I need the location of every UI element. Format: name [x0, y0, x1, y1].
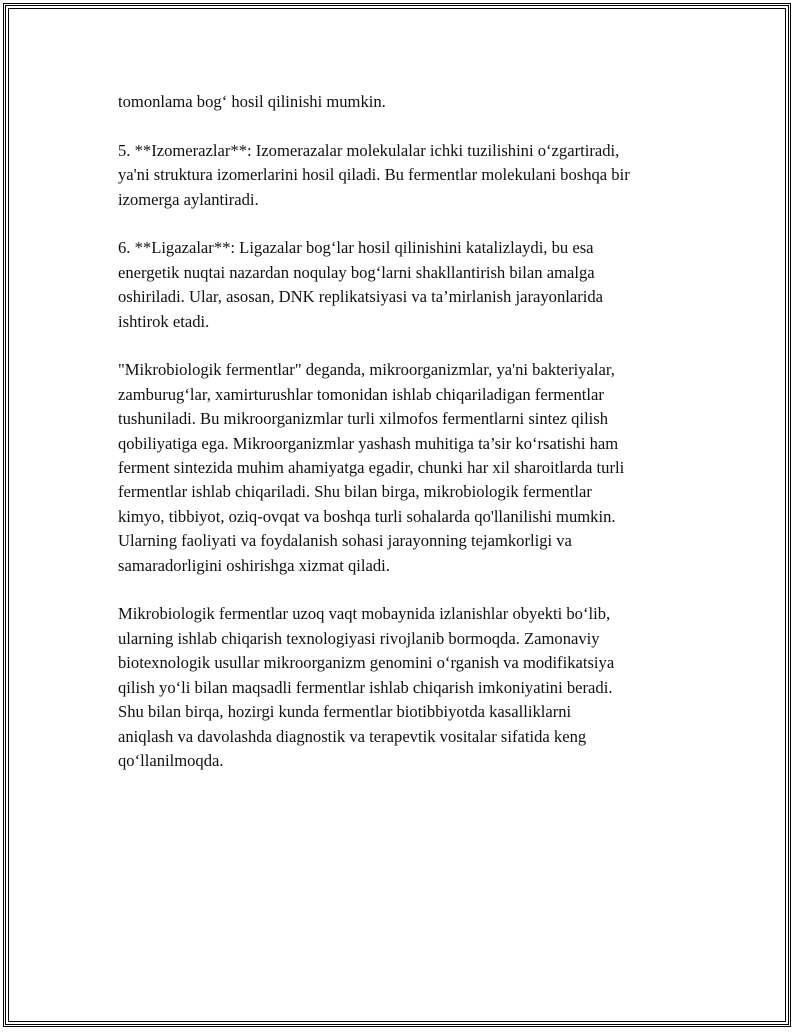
paragraph-isomerases: 5. **Izomerazlar**: Izomerazalar molekulalar ichki tuzilishini o‘zgartiradi, ya'ni struktura izomerlarini hosil qiladi. Bu fermentlar molekulani boshqa bir izomerga aylantiradi.: [118, 140, 630, 209]
paragraph-ligases: 6. **Ligazalar**: Ligazalar bog‘lar hosil qilinishini katalizlaydi, bu esa energetik nuqtai nazardan noqulay bog‘larni shakllantirish bilan amalga oshiriladi. Ular, asosan, DNK replikatsiyasi va ta’mirlanish jarayonlarida ishtirok etadi.: [118, 238, 604, 331]
document-body: [118, 90, 708, 798]
paragraph-enzyme-research: Mikrobiologik fermentlar uzoq vaqt mobaynida izlanishlar obyekti bo‘lib, ularning ishlab chiqarish texnologiyasi rivojlanib bormoqda. Zamonaviy biotexnologik usullar mikroorganizm genomini o‘rganish va modifikatsiya qilish yo‘li bilan maqsadli fermentlar ishlab chiqarish imkoniyatini beradi. Shu bilan birqa, hozirgi kunda fermentlar biotibbiyotda kasalliklarni aniqlash va davolashda diagnostik va terapevtik vositalar sifatida keng qo‘llanilmoqda.: [118, 604, 615, 770]
paragraph-microbiological-enzymes: "Mikrobiologik fermentlar" deganda, mikroorganizmlar, ya'ni bakteriyalar, zamburug‘lar, xamirturushlar tomonidan ishlab chiqariladigan fermentlar tushuniladi. Bu mikroorganizmlar turli xilmofos fermentlarni sintez qilish qobiliyatiga ega. Mikroorganizmlar yashash muhitiga ta’sir ko‘rsatishi ham ferment sintezida muhim ahamiyatga egadir, chunki har xil sharoitlarda turli fermentlar ishlab chiqariladi. Shu bilan birga, mikrobiologik fermentlar kimyo, tibbiyot, oziq-ovqat va boshqa turli sohalarda qo'llanilishi mumkin. Ularning faoliyati va foydalanish sohasi jarayonning tejamkorligi va samaradorligini oshirishga xizmat qiladi.: [118, 360, 625, 575]
paragraph-continuation: tomonlama bog‘ hosil qilinishi mumkin.: [118, 92, 386, 111]
